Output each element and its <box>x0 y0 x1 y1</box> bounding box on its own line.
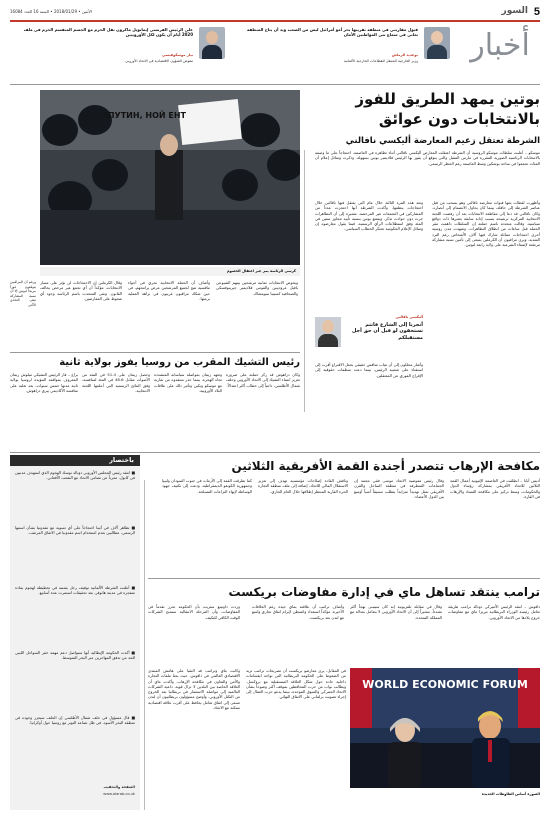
story2-col2: وحصل زيمان على 51.4 في المئة من الأصوات مقابل 48.6 في المئة لمنافسه، وفق النتائج الرسمية التي أعلنتها اللجنة الانتخابية. <box>82 372 150 393</box>
davos-meeting-illustration <box>350 668 540 788</box>
pullquote-text: أنجرنا إلى الشارع فاتتم تستحقون لو قبل أن حق أجل مستقبلكم <box>352 322 423 341</box>
protest-sign-text: ПУТИН, НОЙ ЕНТ! <box>104 111 186 120</box>
page-number: 5 <box>533 6 540 18</box>
brief-item-1: ■ انتقد رئيس المجلس الأوروبي دونالد توسك الهجوم الذي استهدف مدنيين في كابول، معرباً عن تضامن الاتحاد مع الشعب الأفغاني. <box>15 470 135 481</box>
story3-col4: كما تطرقت القمة إلى الأزمات في جنوب السودان وليبيا وجمهورية الكونغو الديمقراطية، ودعت إلى تكثيف جهود الوساطة لإنهاء النزاعات المسلحة. <box>162 478 252 494</box>
quote-role: وزير الخارجية المنتقل للقطاعات الخارجية الألمانية <box>343 59 418 63</box>
brief-footer: الصفحة والتحقيب <box>103 785 135 789</box>
story4-col5: وكانت ماي وترامب قد التقيا على هامش المنتدى الاقتصادي العالمي في دافوس، حيث بحثا ملفات التجارة والأمن والتعاون في مكافحة الإرهاب. وأكدت ماي أن العلاقة الخاصة بين البلدين لا تزال قوية، داعية الشركات العالمية إلى مواصلة الاستثمار في بريطانيا بعد الخروج من التكتل الأوروبي. وأوضح مسؤولون بريطانيون أن لندن تسعى إلى اتفاق شامل يحافظ على أقرب علاقة اقتصادية ممكنة مع الاتحاد. <box>148 668 240 711</box>
brief-title-bar <box>10 455 140 466</box>
story4-col2: وقال في مقابلة تلفزيونية إنه كان سيتبنى نهجاً أكثر تشدداً، مشيراً إلى أن الاتحاد الأوروبي لا يتعامل بعدالة مع المملكة المتحدة. <box>350 604 442 620</box>
date-line: الأثنين • 2018/01/29 • السنة 16 العدد 16084 <box>10 9 92 14</box>
lead-photo <box>40 90 300 265</box>
lead-subhead: الشرطة تعتقل زعيم المعارضة أليكسي نافالني <box>345 136 540 146</box>
story2-col1: براغ – فاز الرئيس التشيكي ميلوش زيمان المعروف بمواقفه المؤيدة لروسيا بولاية ثانية مدتها خمس سنوات، بعد تغلبه على منافسه الأكاديمي ييري دراهوش. <box>10 372 78 393</box>
divider <box>304 150 305 412</box>
quote-avatar <box>424 27 450 59</box>
quote-name: بيار موسكوفيسي <box>162 53 193 57</box>
story2-rule <box>10 352 300 353</box>
pullquote-avatar <box>315 317 341 347</box>
quote-role: مفوض الشؤون الاقتصادية في الاتحاد الأوروبي <box>125 59 193 63</box>
story3-col3: وناقش القادة إصلاحات مؤسسية تهدف إلى تعزيز الاستقلال المالي للاتحاد، إضافة إلى ملف منطقة التجارة الحرة القارية المنتظر إطلاقها خلال العام الجاري. <box>258 478 348 494</box>
lead-body-col4: وقال الكرملين إن الاحتجاجات لن تؤثر على مسار الانتخابات، مؤكداً أن أي تجمع غير مرخص يخالف القانون. ونفى المتحدث باسم الرئاسة وجود أي ضغوط على المعارضين. <box>40 280 122 301</box>
brief-sidebar <box>10 455 140 810</box>
story4-col1: دافوس – انتقد الرئيس الأميركي دونالد ترامب طريقة تعامل رئيسة الوزراء البريطانية تيريزا ماي مع مفاوضات خروج بلادها من الاتحاد الأوروبي. <box>448 604 540 620</box>
story4-photo-caption: الصورة أساس الطاوطات الجديدة <box>481 792 540 796</box>
pullquote-name: أليكسي نافالني <box>395 315 423 319</box>
story3-col1: أديس أبابا – انطلقت في العاصمة الإثيوبية أعمال القمة الثلاثين للاتحاد الأفريقي بمشاركة رؤساء الدول والحكومات، وسط تركيز على مكافحة الفساد والإرهاب في القارة. <box>450 478 540 499</box>
header-quote-right <box>240 23 450 81</box>
masthead <box>10 6 540 18</box>
story4-col6: في المقابل، يرى معارضو بريكست أن تصريحات ترامب تزيد من الضغوط على الحكومة البريطانية التي تواجه انقسامات داخلية حادة حول شكل العلاقة المستقبلية مع بروكسل. ويطالب نواب من حزب المحافظين بموقف أكثر وضوحاً بشأن الاتحاد الجمركي والسوق الموحدة، بينما يدعو حزب العمال إلى إجراء تصويت برلماني على الاتفاق النهائي. <box>246 668 346 700</box>
lead-body-col1: وأظهرت لقطات بثتها قنوات معارضة نافالني وهو يسحب من قبل عناصر الشرطة إلى حافلة، بينما كان يحاول الانضمام إلى أنصاره. وكان نافالني قد دعا إلى مقاطعة الانتخابات بعد أن رفضت اللجنة الانتخابية المركزية ترشيحه بسبب إدانة سابقة يعتبرها ذات دوافع سياسية. وقالت متحدثة باسم حملته إن السلطات داهمت مقر الحملة قبل ساعات من انطلاق التظاهرات. وشهدت مدن روسية أخرى احتجاجات مماثلة شارك فيها آلاف الأشخاص رغم البرد الشديد. ويرى مراقبون أن الكرملين يسعى إلى تأمين نسبة مشاركة مرتفعة لإضفاء الشرعية على ولاية رابعة لبوتين. <box>432 200 540 248</box>
header-divider <box>10 84 540 85</box>
brief-item-3: ■ أعلنت الشرطة الألمانية توقيف رجل يشتبه في تخطيطه لهجوم بمادة متفجرة في مدينة هانوفر، بعد تحقيقات استمرت عدة أسابيع. <box>15 585 135 596</box>
lead-pullquote <box>315 315 423 360</box>
brief-footer-url[interactable]: www.alarab.co.uk <box>103 792 135 796</box>
story4-headline: ترامب ينتقد تساهل ماي في إدارة مفاوضات بريكست <box>228 585 540 599</box>
brief-col-top: ورغم أن المراقبين يتوقعون فوزاً مريحاً لبوتين إلا أن نسبة المشاركة تبقى التحدي الأكبر. <box>10 280 36 307</box>
brief-item-5: ■ قال مسؤول في حلف شمال الأطلسي إن الحلف سيعزز وجوده في منطقة البحر الأسود، في ظل تصاعد التوتر مع روسيا حول أوكرانيا. <box>15 715 135 726</box>
header-quote-left <box>10 23 225 81</box>
story4-photo <box>350 668 540 788</box>
story4-rule <box>148 578 540 579</box>
divider <box>144 480 145 810</box>
story3-rule <box>10 452 540 453</box>
paper-name: السور <box>501 6 528 16</box>
lead-headline-line1: بوتين يمهد الطريق للفوز <box>355 90 540 108</box>
brief-item-4: ■ أكدت الحكومة الإيطالية أنها ستواصل دعم مهمة خفر السواحل الليبي للحد من تدفق المهاجرين عبر البحر المتوسط. <box>15 650 135 661</box>
brief-title: باختصار <box>109 456 134 464</box>
lead-body-intro: موسكو – أعلنت سلطات موسكو الروسية أن الشرطة اعتقلت المعارض أليكسي نافالني أثناء تظاهرة في العاصمة، احتجاجاً على ما وصفه بالانتخابات الرئاسية الصورية المقررة في مارس المقبل والتي يتوقع أن يفوز بها الرئيس فلاديمير بوتين بسهولة. وذكرت وسائل إعلام أن المئات تجمعوا في ساحة بوشكين وسط العاصمة رغم الحظر الرسمي. <box>315 150 540 166</box>
story2-col3: وتعهد زيمان بمواصلة سياساته المتشددة تجاه الهجرة، بينما حذر منتقدوه من تقاربه مع موسكو وبكين وتأثير ذلك على علاقات البلاد الأوروبية. <box>154 372 222 393</box>
masthead-rule <box>10 20 540 22</box>
caption-text: كرسي الرئاسة يمر عبر اعتقال الخصوم <box>227 269 296 273</box>
wef-sign-text: WORLD ECONOMIC FORUM <box>362 678 528 691</box>
story3-headline: مكافحة الإرهاب تتصدر أجندة القمة الأفريقية الثلاثين <box>231 459 540 473</box>
lead-body-col2: وتعد هذه المرة الثالثة خلال عام التي يعتقل فيها نافالني خلال احتجاجات ينظمها. وأكدت الشرطة أنها احتجزت عدداً من المشاركين في التجمعات غير المرخصة، مشيرة إلى أن التظاهرات جرت دون حوادث تذكر. ويتمتع بوتين بنسبة تأييد تتجاوز ستين في المئة وفق استطلاعات الرأي الرسمية، فيما يقول معارضوه إن وسائل الإعلام الحكومية تحتكر الخطاب السياسي. <box>315 200 423 232</box>
section-label: أخبار <box>470 28 530 63</box>
riot-police-illustration <box>40 90 300 265</box>
brief-item-2: ■ تظاهر آلاف في أثينا احتجاجاً على أي تسوية مع مقدونيا بشأن اسمها الرسمي، مطالبين بعدم استخدام اسم مقدونيا في الاتفاق المرتقب. <box>15 525 135 536</box>
story4-col3: وأضاف ترامب أن علاقته بماي جيدة رغم الخلافات الأخيرة، مؤكداً استعداد واشنطن لإبرام اتفاق تجاري واسع مع لندن بعد بريكست. <box>252 604 344 620</box>
story2-headline: رئيس التشيك المقرب من روسيا يفوز بولاية ثانية <box>59 357 300 368</box>
story4-col4: وردت داونينغ ستريت بأن الحكومة تحرز تقدماً في المفاوضات، وأن المرحلة الانتقالية ستمنح الشركات الوقت الكافي للتكيف. <box>148 604 240 620</box>
story2-col4: وكان دراهوش قد ركز حملته على ضرورة تعزيز انتماء التشيك إلى الاتحاد الأوروبي وحلف شمال الأطلسي، داعياً إلى خطاب أكثر اعتدالاً. <box>226 372 300 388</box>
lead-headline-line2: بالانتخابات دون عوائق <box>378 110 540 128</box>
quote-text: قبول مقاربتي في منطقة تقريبها بحر أمو أمرائيل ليس من الصعب وبد أن يتاح المنطقة تعاني في سماع نتي المواطنين الأمان <box>247 27 418 37</box>
story3-col2: وقال رئيس مفوضية الاتحاد موسى فقي محمد إن الجماعات المتطرفة في منطقة الساحل والقرن الأفريقي تمثل تهديداً متزايداً يتطلب تنسيقاً أمنياً أوسع بين الدول الأعضاء. <box>354 478 444 499</box>
lead-body-col6: ويخوض الانتخابات ثمانية مرشحين بينهم الشيوعي بافيل غرودينين والقومي فلاديمير جيرينوفسكي والصحافية كسينيا سوبتشاك. <box>216 280 298 296</box>
quote-text: على الرئيس الفرنسي إيمانويل ماكرون نقل الحزم مع الجسم المنقسم الحزم في ملف 2020 أيام أن يكون لكل الأوروبيين <box>23 27 193 37</box>
quote-name: بوعديد الرماش <box>391 53 418 57</box>
quote-avatar <box>199 27 225 59</box>
lead-photo-caption <box>40 267 300 276</box>
lead-body-col3: وأشار محللون إلى أن غياب منافس حقيقي يجعل الاقتراع أقرب إلى استفتاء على شعبية الرئيس، بينما دعت منظمات حقوقية إلى الإفراج الفوري عن المعتقلين. <box>315 362 423 378</box>
lead-body-col5: وأضاف أن الحملة الانتخابية تجري في أجواء تنافسية تتيح لجميع المرشحين عرض برامجهم، في حين شكك مراقبون غربيون في نزاهة العملية برمتها. <box>128 280 210 301</box>
header-quotes <box>10 23 450 83</box>
